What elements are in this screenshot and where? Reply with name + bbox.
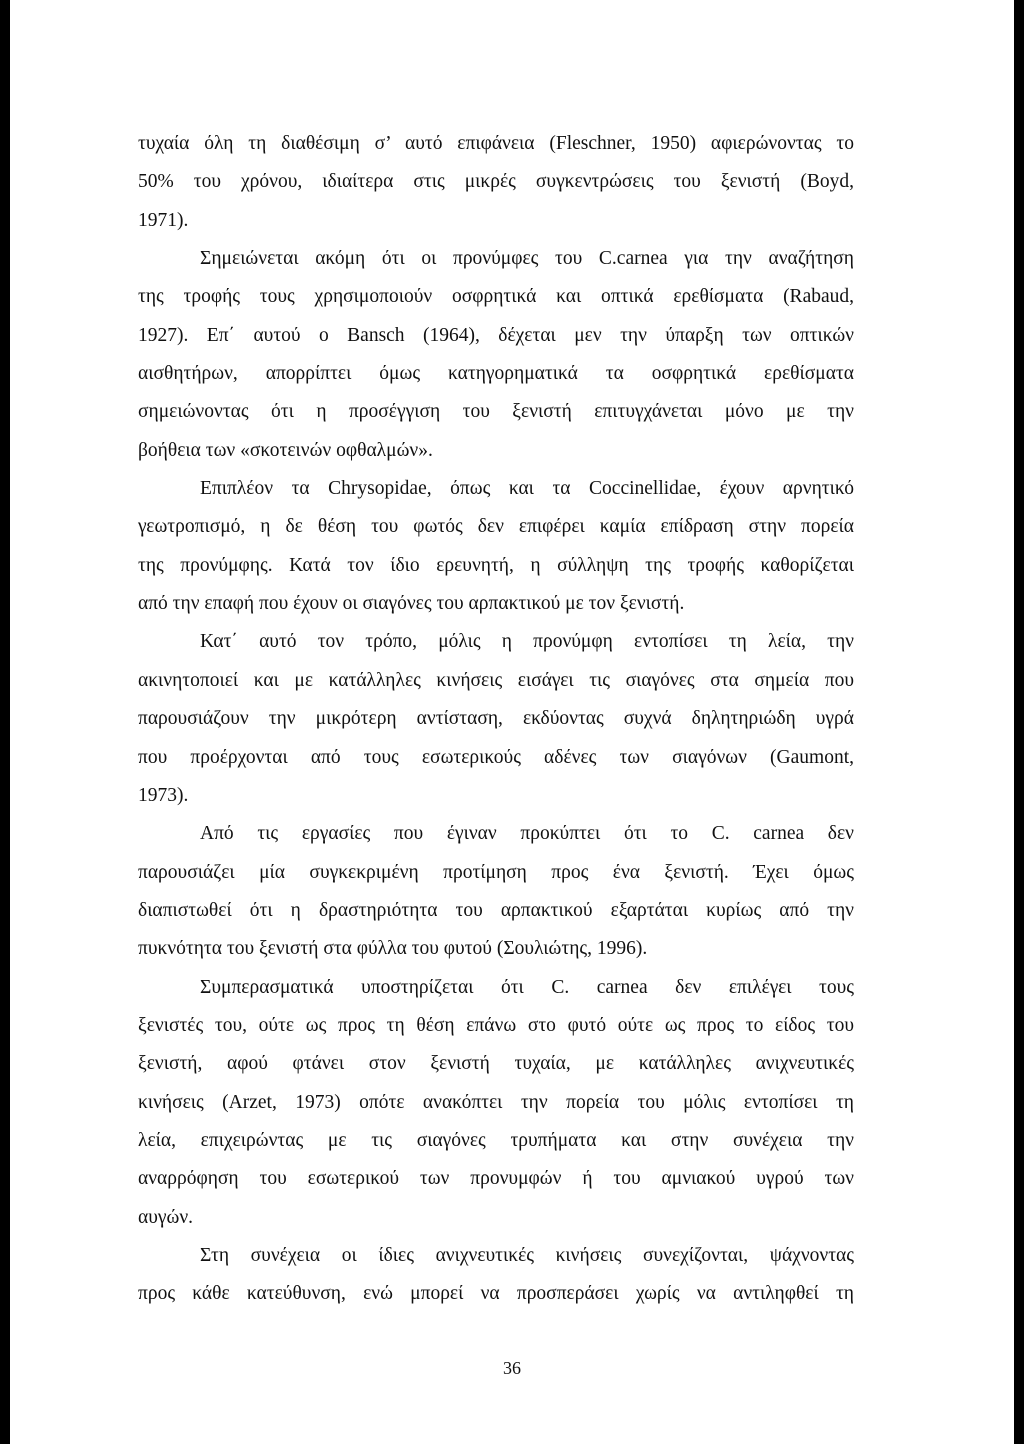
text-line: ξενιστές του, ούτε ως προς τη θέση επάνω στο φυτό ούτε ως προς το είδος του — [138, 1014, 854, 1036]
text-line: αυγών. — [138, 1206, 194, 1228]
text-line: Από τις εργασίες που έγιναν προκύπτει ότι το C. carnea δεν — [200, 823, 854, 845]
text-line: 1973). — [138, 784, 189, 806]
text-line: παρουσιάζουν την μικρότερη αντίσταση, εκδύοντας συχνά δηλητηριώδη υγρά — [138, 708, 854, 730]
text-line: βοήθεια των «σκοτεινών οφθαλμών». — [138, 439, 433, 461]
text-line: γεωτροπισμό, η δε θέση του φωτός δεν επιφέρει καμία επίδραση στην πορεία — [138, 516, 854, 538]
text-line: της προνύμφης. Κατά τον ίδιο ερευνητή, η σύλληψη της τροφής καθορίζεται — [138, 554, 854, 576]
text-line: προς κάθε κατεύθυνση, ενώ μπορεί να προσπεράσει χωρίς να αντιληφθεί τη — [138, 1283, 854, 1305]
text-line: πυκνότητα του ξενιστή στα φύλλα του φυτού (Σουλιώτης, 1996). — [138, 938, 648, 960]
text-line: αισθητήρων, απορρίπτει όμως κατηγορηματικά τα οσφρητικά ερεθίσματα — [138, 363, 854, 385]
text-line: τυχαία όλη τη διαθέσιμη σ’ αυτό επιφάνεια (Fleschner, 1950) αφιερώνοντας το — [138, 133, 854, 154]
text-line: που προέρχονται από τους εσωτερικούς αδένες των σιαγόνων (Gaumont, — [138, 746, 854, 768]
text-line: Στη συνέχεια οι ίδιες ανιχνευτικές κινήσεις συνεχίζονται, ψάχνοντας — [200, 1244, 854, 1266]
text-line: Κατ΄ αυτό τον τρόπο, μόλις η προνύμφη εντοπίσει τη λεία, την — [200, 631, 854, 653]
text-line: Επιπλέον τα Chrysopidae, όπως και τα Coccinellidae, έχουν αρνητικό — [200, 478, 854, 500]
text-line: ακινητοποιεί και με κατάλληλες κινήσεις εισάγει τις σιαγόνες στα σημεία που — [138, 669, 854, 691]
text-line: Συμπερασματικά υποστηρίζεται ότι C. carnea δεν επιλέγει τους — [200, 976, 854, 998]
text-line: λεία, επιχειρώντας με τις σιαγόνες τρυπήματα και στην συνέχεια την — [138, 1129, 854, 1151]
text-line: διαπιστωθεί ότι η δραστηριότητα του αρπακτικού εξαρτάται κυρίως από την — [138, 899, 854, 921]
text-line: της τροφής τους χρησιμοποιούν οσφρητικά και οπτικά ερεθίσματα (Rabaud, — [138, 286, 854, 308]
text-line: παρουσιάζει μία συγκεκριμένη προτίμηση προς ένα ξενιστή. Έχει όμως — [138, 861, 854, 883]
page-number: 36 — [503, 1358, 521, 1378]
text-line: 1971). — [138, 209, 189, 231]
body-text — [138, 125, 854, 1314]
text-line: από την επαφή που έχουν οι σιαγόνες του αρπακτικού με τον ξενιστή. — [138, 593, 685, 615]
text-line: 50% του χρόνου, ιδιαίτερα στις μικρές συγκεντρώσεις του ξενιστή (Boyd, — [138, 171, 854, 193]
text-line: ξενιστή, αφού φτάνει στον ξενιστή τυχαία, με κατάλληλες ανιχνευτικές — [138, 1053, 854, 1075]
text-line: αναρρόφηση του εσωτερικού των προνυμφών ή του αμνιακού υγρού των — [138, 1168, 854, 1190]
text-line: 1927). Επ΄ αυτού ο Bansch (1964), δέχεται μεν την ύπαρξη των οπτικών — [138, 324, 854, 346]
text-line: Σημειώνεται ακόμη ότι οι προνύμφες του C.carnea για την αναζήτηση — [200, 248, 854, 270]
text-line: κινήσεις (Arzet, 1973) οπότε ανακόπτει την πορεία του μόλις εντοπίσει τη — [138, 1091, 854, 1113]
text-line: σημειώνοντας ότι η προσέγγιση του ξενιστή επιτυγχάνεται μόνο με την — [138, 401, 854, 423]
